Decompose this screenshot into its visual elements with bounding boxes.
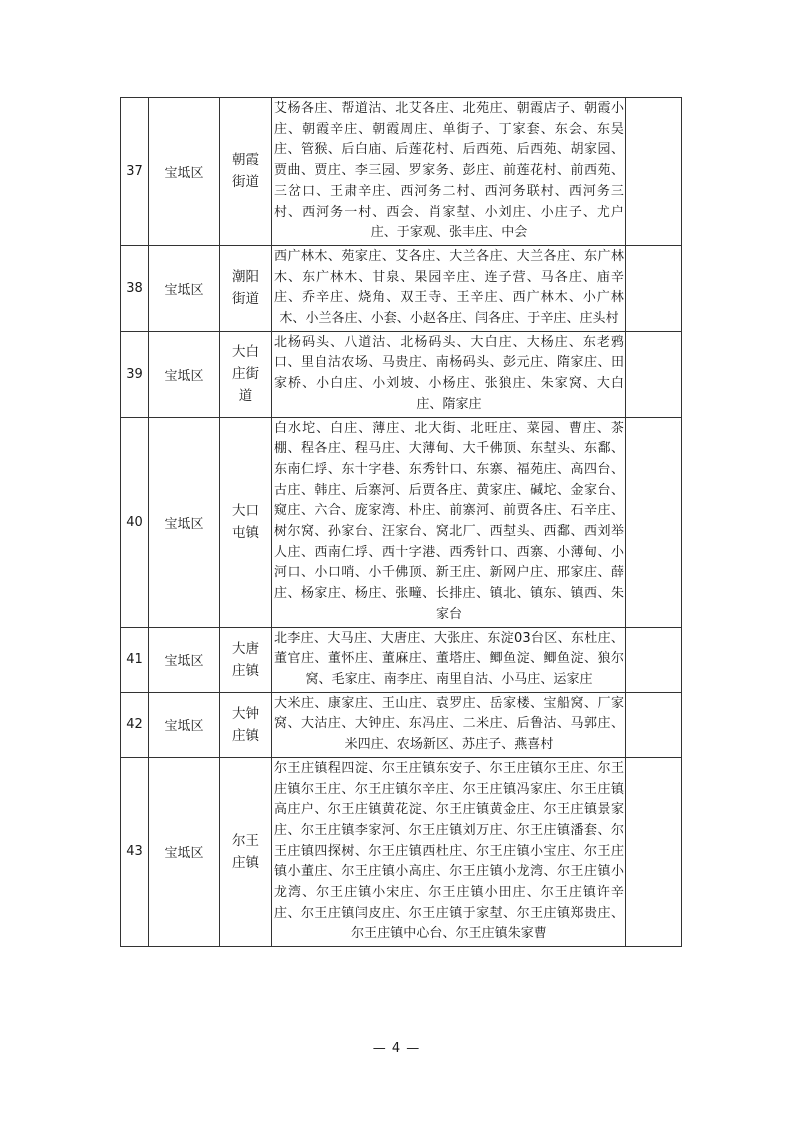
town-text: 大白庄街道: [232, 344, 259, 405]
row-number-text: 39: [126, 366, 143, 382]
row-number-cell: [121, 627, 149, 692]
town-cell: [220, 627, 272, 692]
villages-cell: [272, 417, 626, 627]
note-cell: [626, 98, 682, 246]
town-cell: [220, 331, 272, 417]
row-number-cell: [121, 757, 149, 946]
town-text: 朝霞街道: [232, 152, 259, 191]
district-cell: [149, 757, 220, 946]
town-text: 潮阳街道: [232, 269, 259, 308]
row-number-cell: [121, 331, 149, 417]
row-number-cell: [121, 417, 149, 627]
note-cell: [626, 757, 682, 946]
villages-text: 北李庄、大马庄、大唐庄、大张庄、东淀03台区、东杜庄、董官庄、董怀庄、董麻庄、董塔庄、鲫鱼淀、鲫鱼淀、狼尔窝、毛家庄、南李庄、南里自沽、小马庄、运家庄: [274, 630, 624, 687]
town-text: 大钟庄镇: [232, 705, 259, 744]
row-number-text: 38: [126, 280, 143, 296]
villages-cell: [272, 331, 626, 417]
note-cell: [626, 245, 682, 331]
district-text: 宝坻区: [164, 516, 204, 532]
villages-text: 大米庄、康家庄、王山庄、袁罗庄、岳家楼、宝船窝、厂家窝、大沽庄、大钟庄、东冯庄、二米庄、后鲁沽、马郭庄、米四庄、农场新区、苏庄子、燕喜村: [274, 695, 624, 753]
district-cell: [149, 245, 220, 331]
villages-text: 艾杨各庄、帮道沽、北艾各庄、北苑庄、朝霞店子、朝霞小庄、朝霞辛庄、朝霞周庄、单街子、丁家套、东会、东吴庄、管猴、后白庙、后莲花村、后西苑、后西苑、胡家园、贾曲、贾庄、李三园、罗家务、彭庄、前莲花村、前西苑、三岔口、王肃辛庄、西河务二村、西河务联村、西河务三村、西河务一村、西会、肖家堼、小刘庄、小庄子、尤户庄、于家观、张丰庄、中会: [274, 101, 624, 241]
villages-text: 西广林木、苑家庄、艾各庄、大兰各庄、大兰各庄、东广林木、东广林木、甘泉、果园辛庄、连子营、马各庄、庙辛庄、乔辛庄、烧角、双王寺、王辛庄、西广林木、小广林木、小兰各庄、小套、小赵各庄、闫各庄、于辛庄、庄头村: [274, 248, 624, 327]
table-row: [121, 627, 682, 692]
row-number-text: 41: [126, 652, 143, 668]
district-cell: [149, 627, 220, 692]
villages-text: 白水坨、白庄、薄庄、北大街、北旺庄、菜园、曹庄、茶棚、程各庄、程马庄、大薄甸、大千佛顶、东堼头、东鄱、东南仁垺、东十字巷、东秀针口、东寨、福苑庄、高四台、古庄、韩庄、后寨河、后贾各庄、黄家庄、碱坨、金家台、窥庄、六合、庞家湾、朴庄、前寨河、前贾各庄、石辛庄、树尔窝、孙家台、汪家台、窝北厂、西堼头、西鄱、西刘举人庄、西南仁垺、西十字港、西秀针口、西寨、小薄甸、小河口、小口哨、小千佛顶、新王庄、新网户庄、邢家庄、薛庄、杨家庄、杨庄、张疃、长排庄、镇北、镇东、镇西、朱家台: [274, 420, 624, 622]
town-cell: [220, 757, 272, 946]
district-text: 宝坻区: [164, 654, 204, 670]
table-row: [121, 98, 682, 246]
note-cell: [626, 627, 682, 692]
villages-cell: [272, 692, 626, 757]
table-row: [121, 757, 682, 946]
district-cell: [149, 98, 220, 246]
table-body: [121, 98, 682, 947]
villages-cell: [272, 627, 626, 692]
district-cell: [149, 692, 220, 757]
row-number-cell: [121, 98, 149, 246]
note-cell: [626, 692, 682, 757]
villages-cell: [272, 98, 626, 246]
page-number: — 4 —: [372, 1041, 421, 1056]
town-cell: [220, 692, 272, 757]
town-text: 大口屯镇: [232, 503, 259, 542]
district-text: 宝坻区: [164, 846, 204, 862]
row-number-text: 37: [126, 163, 143, 179]
district-cell: [149, 417, 220, 627]
district-text: 宝坻区: [164, 282, 204, 298]
note-cell: [626, 417, 682, 627]
villages-cell: [272, 757, 626, 946]
town-cell: [220, 98, 272, 246]
district-cell: [149, 331, 220, 417]
note-cell: [626, 331, 682, 417]
row-number-text: 43: [126, 844, 143, 860]
town-cell: [220, 245, 272, 331]
district-text: 宝坻区: [164, 165, 204, 181]
row-number-text: 42: [126, 717, 143, 733]
table-row: [121, 417, 682, 627]
villages-text: 北杨码头、八道沽、北杨码头、大白庄、大杨庄、东老鸦口、里自沽农场、马贵庄、南杨码头、彭元庄、隋家庄、田家桥、小白庄、小刘坡、小杨庄、张狼庄、朱家窝、大白庄、隋家庄: [274, 334, 624, 412]
district-text: 宝坻区: [164, 719, 204, 735]
district-village-table: [120, 97, 682, 947]
table-row: [121, 692, 682, 757]
town-cell: [220, 417, 272, 627]
row-number-cell: [121, 692, 149, 757]
town-text: 大唐庄镇: [232, 640, 259, 679]
district-text: 宝坻区: [164, 368, 204, 384]
table-row: [121, 331, 682, 417]
villages-text: 尔王庄镇程四淀、尔王庄镇东安子、尔王庄镇尔王庄、尔王庄镇尔王庄、尔王庄镇尔辛庄、尔王庄镇冯家庄、尔王庄镇高庄户、尔王庄镇黄花淀、尔王庄镇黄金庄、尔王庄镇景家庄、尔王庄镇李家河、尔王庄镇刘万庄、尔王庄镇潘套、尔王庄镇四探树、尔王庄镇西杜庄、尔王庄镇小宝庄、尔王庄镇小董庄、尔王庄镇小高庄、尔王庄镇小龙湾、尔王庄镇小龙湾、尔王庄镇小宋庄、尔王庄镇小田庄、尔王庄镇许辛庄、尔王庄镇闫皮庄、尔王庄镇于家堼、尔王庄镇郑贵庄、尔王庄镇中心台、尔王庄镇朱家曹: [274, 760, 624, 942]
row-number-text: 40: [126, 514, 143, 530]
row-number-cell: [121, 245, 149, 331]
villages-cell: [272, 245, 626, 331]
table-row: [121, 245, 682, 331]
town-text: 尔王庄镇: [232, 832, 259, 871]
